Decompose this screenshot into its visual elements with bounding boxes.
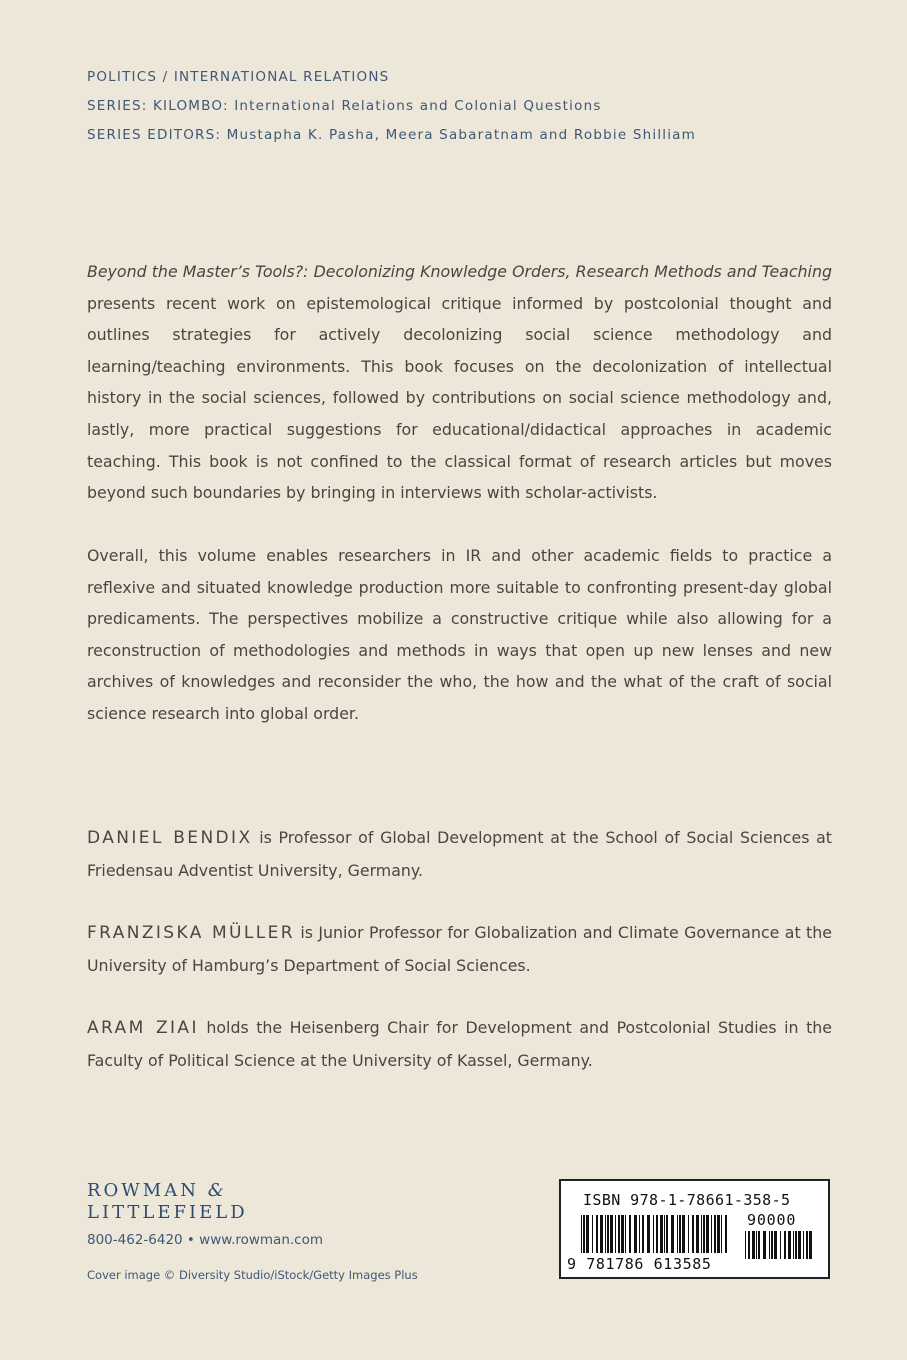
barcode-bar — [745, 1231, 746, 1259]
barcode-bar — [711, 1215, 712, 1253]
bio-name: FRANZISKA MÜLLER — [87, 923, 295, 943]
description-text-1: presents recent work on epistemological critique informed by postcolonial thought and outlines strategies for actively decolonizing social science methodology and learning/teaching environments. This book focuses on the decolonization of intellectual history in the social sciences, followed by contributions on social science methodology and, lastly, more practical suggestions for educational/didactical approaches in academic teaching. This book is not confined to the classical format of research articles but moves beyond such boundaries by bringing in interviews with scholar-activists. — [87, 293, 832, 503]
barcode-bar — [634, 1215, 637, 1253]
barcode-bar — [714, 1215, 716, 1253]
bio-text: is Professor of Global Development at the School of Social Sciences at Friedensau Adventist University, Germany. — [87, 828, 832, 880]
barcode-bar — [621, 1215, 624, 1253]
barcode-bar — [625, 1215, 626, 1253]
barcode-bar — [784, 1231, 786, 1259]
barcode-bar — [586, 1215, 589, 1253]
bio-daniel-bendix — [87, 822, 832, 886]
barcode-bar — [660, 1215, 663, 1253]
barcode-bar — [795, 1231, 797, 1259]
bio-franziska-muller — [87, 917, 832, 981]
barcode-bar — [725, 1215, 727, 1253]
barcode-bar — [581, 1215, 582, 1253]
barcode-bar — [798, 1231, 801, 1259]
barcode-bar — [721, 1215, 722, 1253]
barcode-bar — [682, 1215, 685, 1253]
barcode-bar — [647, 1215, 650, 1253]
barcode-bar — [605, 1215, 606, 1253]
barcode-bar — [596, 1215, 598, 1253]
publisher-ampersand: & — [207, 1180, 227, 1201]
barcode-bar — [653, 1215, 654, 1253]
barcode-bar — [748, 1231, 750, 1259]
publisher-name-line2: LITTLEFIELD — [87, 1202, 248, 1223]
bio-name: ARAM ZIAI — [87, 1018, 199, 1038]
header-editors: SERIES EDITORS: Mustapha K. Pasha, Meera Sabaratnam and Robbie Shilliam — [87, 127, 697, 143]
barcode-bar — [806, 1231, 808, 1259]
header-series: SERIES: KILOMBO: International Relations and Colonial Questions — [87, 98, 602, 114]
publisher-logo — [87, 1180, 248, 1224]
description-paragraph-1 — [87, 256, 832, 509]
header-category: POLITICS / INTERNATIONAL RELATIONS — [87, 69, 390, 85]
barcode-bar — [752, 1231, 755, 1259]
barcode-bar — [639, 1215, 640, 1253]
barcode-bar — [706, 1215, 709, 1253]
barcode-bar — [642, 1215, 644, 1253]
barcode-bar — [701, 1215, 702, 1253]
barcode-bar — [618, 1215, 620, 1253]
barcode-bar — [615, 1215, 616, 1253]
barcode-bar — [756, 1231, 757, 1259]
barcode-bar — [592, 1215, 593, 1253]
description-text-2: Overall, this volume enables researchers in IR and other academic fields to practice a reflexive and situated knowledge production more suitable to confronting present-day global predicaments. The perspectives mobilize a constructive critique while also allowing for a reconstruction of methodologies and methods in ways that open up new lenses and new archives of knowledges and reconsider the who, the how and the what of the craft of social science research into global order. — [87, 546, 832, 723]
barcode-bar — [793, 1231, 794, 1259]
barcode-bar — [769, 1231, 770, 1259]
barcode-bar — [717, 1215, 720, 1253]
barcode-bar — [664, 1215, 665, 1253]
barcode-bar — [703, 1215, 705, 1253]
barcode-bar — [788, 1231, 791, 1259]
barcode-bar — [763, 1231, 766, 1259]
barcode-bar — [803, 1231, 804, 1259]
barcode-bar — [656, 1215, 658, 1253]
isbn-barcode — [559, 1179, 830, 1279]
barcode-bar — [758, 1231, 760, 1259]
barcode-bar — [610, 1215, 613, 1253]
cover-credit: Cover image © Diversity Studio/iStock/Getty Images Plus — [87, 1268, 418, 1282]
barcode-bar — [809, 1231, 812, 1259]
publisher-contact: 800-462-6420 • www.rowman.com — [87, 1232, 324, 1248]
publisher-name-line1: ROWMAN — [87, 1180, 199, 1201]
isbn-number: ISBN 978-1-78661-358-5 — [583, 1191, 791, 1209]
book-title: Beyond the Master’s Tools?: Decolonizing Knowledge Orders, Research Methods and Teaching — [87, 262, 832, 281]
bio-aram-ziai — [87, 1012, 832, 1076]
ean-number: 9 781786 613585 — [567, 1255, 712, 1273]
barcode-bar — [780, 1231, 781, 1259]
barcode-bar — [696, 1215, 699, 1253]
barcode-bar — [600, 1215, 603, 1253]
barcode-bar — [771, 1231, 773, 1259]
barcode-bar — [671, 1215, 674, 1253]
bio-text: is Junior Professor for Globalization and Climate Governance at the University of Hamburg’s Department of Social Sciences. — [87, 923, 832, 975]
description-paragraph-2 — [87, 540, 832, 730]
barcode-bar — [679, 1215, 681, 1253]
barcode-bar — [688, 1215, 689, 1253]
barcode-bar — [774, 1231, 777, 1259]
bio-text: holds the Heisenberg Chair for Development and Postcolonial Studies in the Faculty of Political Science at the University of Kassel, Germany. — [87, 1018, 832, 1070]
barcode-bar — [677, 1215, 678, 1253]
barcode-bar — [692, 1215, 694, 1253]
bio-name: DANIEL BENDIX — [87, 828, 253, 848]
price-code: 90000 — [747, 1211, 797, 1229]
barcode-bar — [583, 1215, 585, 1253]
barcode-bar — [666, 1215, 668, 1253]
barcode-bar — [629, 1215, 631, 1253]
barcode-bar — [607, 1215, 609, 1253]
